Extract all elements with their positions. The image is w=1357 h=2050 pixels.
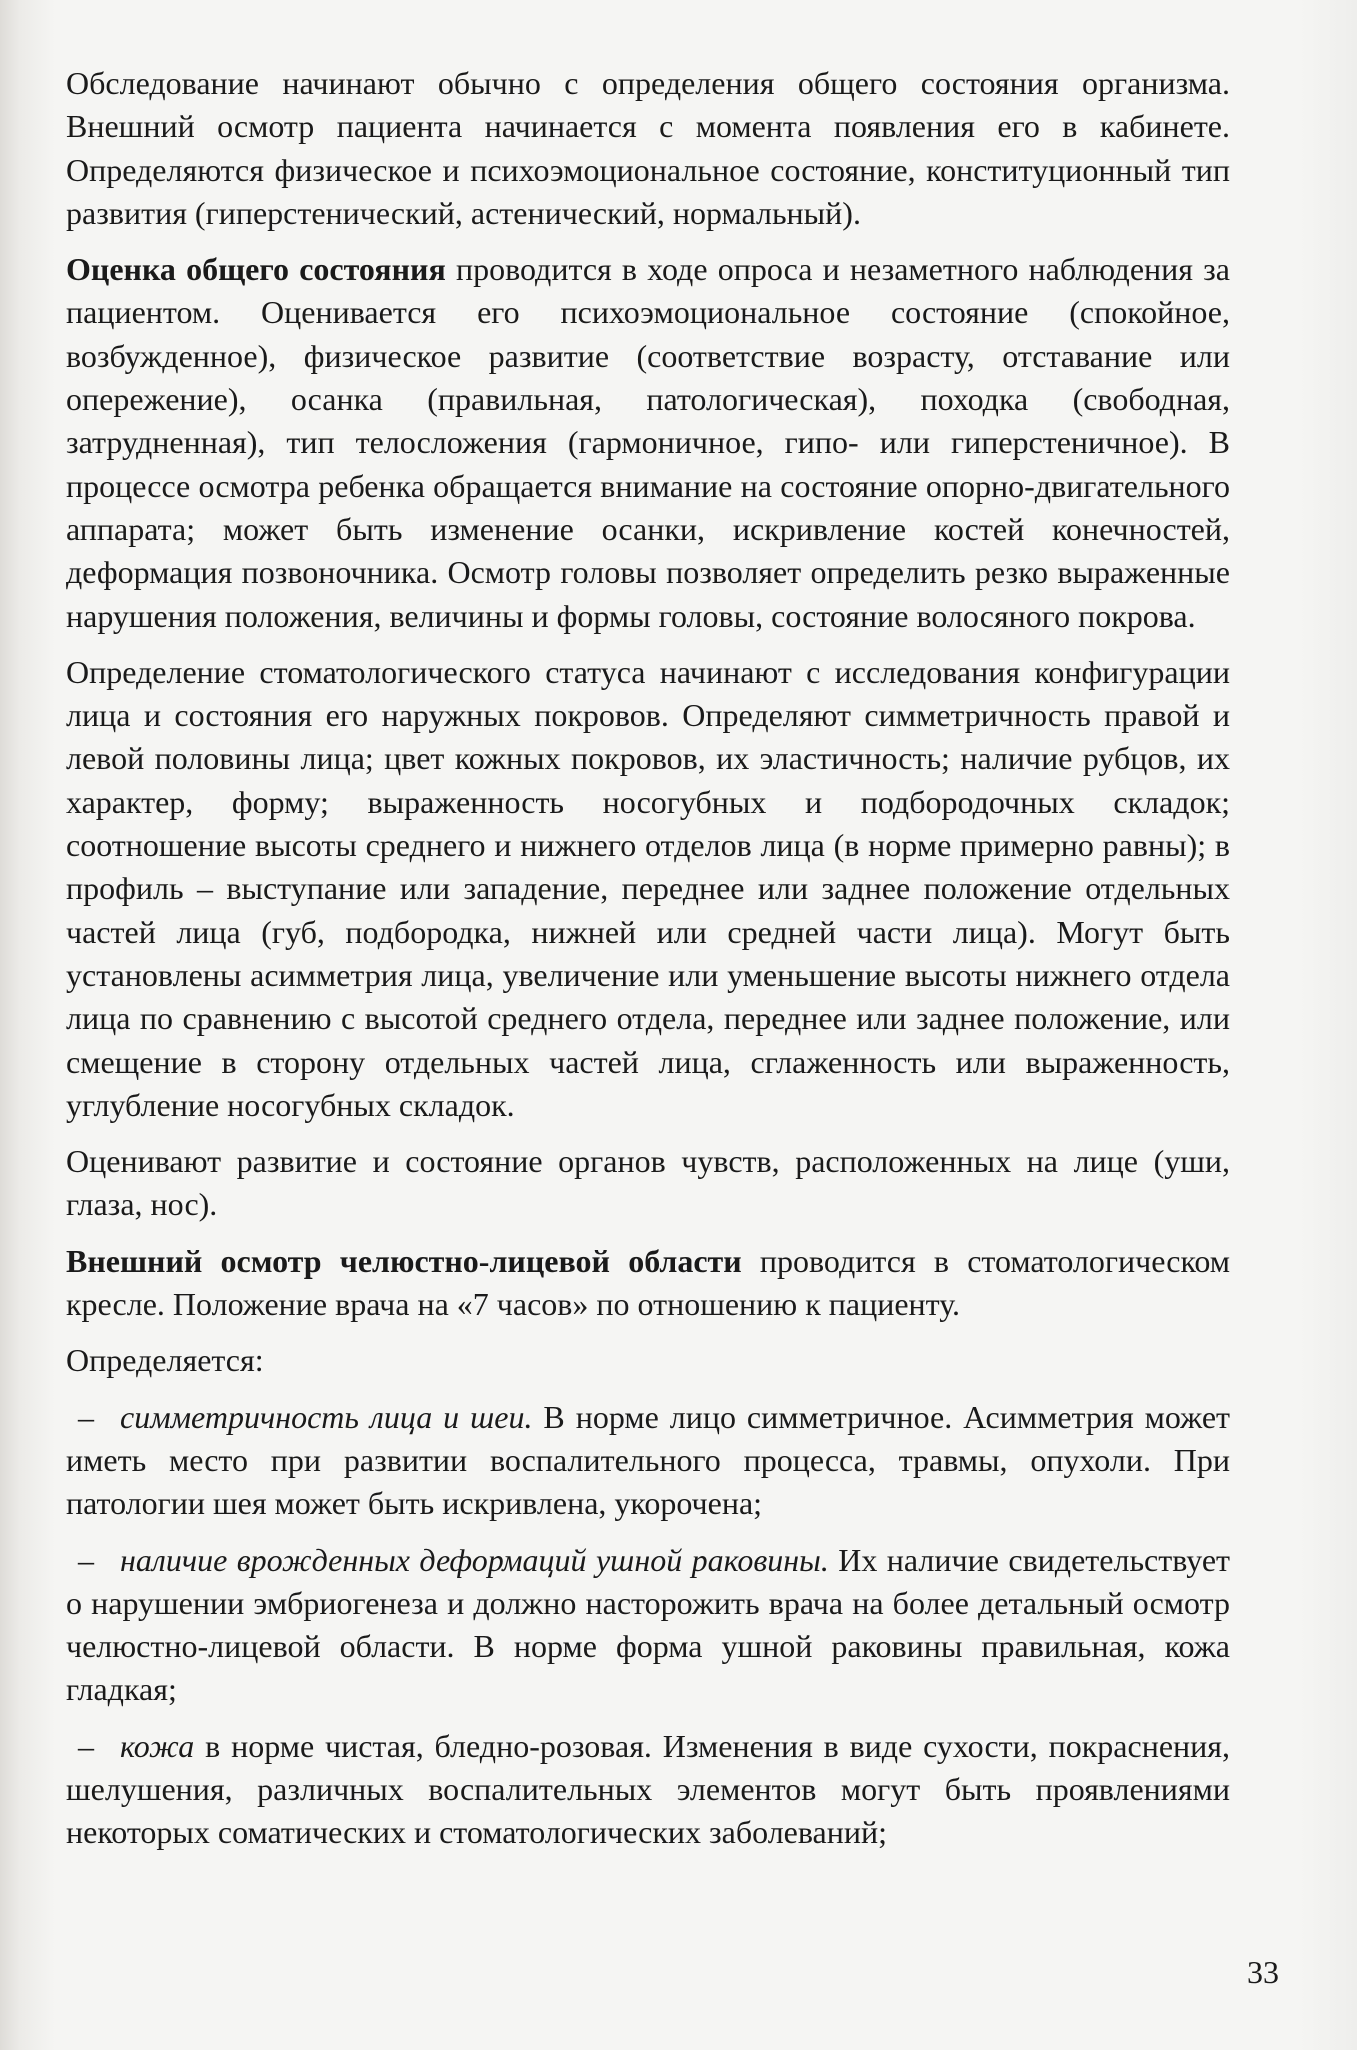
list-text-ear-deformations: Их наличие свидетельствует о нарушении эмбриогенеза и должно насторожить врача на более детальный осмотр челюстно-лицевой области. В норме форма ушной раковины правильная, кожа гладкая; [66, 1541, 1231, 1708]
general-state-heading: Оценка общего состояния [66, 251, 446, 288]
list-item-ear-deformations [66, 1539, 1230, 1712]
determined-text: Определяется: [66, 1342, 264, 1379]
external-exam-heading: Внешний осмотр челюстно-лицевой области [66, 1242, 742, 1279]
list-item-symmetry [66, 1396, 1230, 1526]
page-number: 33 [1247, 1954, 1279, 1990]
list-text-symmetry: В норме лицо симметричное. Асимметрия может иметь место при развитии воспалительного процесса, травмы, опухоли. При патологии шея может быть искривлена, укорочена; [66, 1398, 1231, 1522]
dental-status-text: Определение стоматологического статуса начинают с исследования конфигурации лица и состояния его наружных покровов. Определяют симметричность правой и левой половины лица; цвет кожных покровов, их эластичность; наличие рубцов, их характер, форму; выраженность носогубных и подбородочных складок; соотношение высоты среднего и нижнего отделов лица (в норме примерно равны); в профиль – выступание или западение, переднее или заднее положение отдельных частей лица (губ, подбородка, нижней или средней части лица). Могут быть установлены асимметрия лица, увеличение или уменьшение высоты нижнего отдела лица по сравнению с высотой среднего отдела, переднее или заднее положение, или смещение в сторону отдельных частей лица, сглаженность или выраженность, углубление носогубных складок. [66, 653, 1230, 1123]
body-text [66, 62, 1230, 1868]
list-dash: – [78, 1541, 94, 1578]
senses-text: Оценивают развитие и состояние органов чувств, расположенных на лице (уши, глаза, нос). [66, 1143, 1230, 1223]
list-item-skin [66, 1725, 1230, 1855]
paragraph-intro-text: Обследование начинают обычно с определения общего состояния организма. Внешний осмотр пациента начинается с момента появления его в кабинете. Определяются физическое и психоэмоциональное состояние, конституционный тип развития (гиперстенический, астенический, нормальный). [66, 65, 1230, 231]
list-term-skin: кожа [120, 1727, 195, 1764]
general-state-text: проводится в ходе опроса и незаметного наблюдения за пациентом. Оценивается его психоэмоциональное состояние (спокойное, возбужденное), физическое развитие (соответствие возрасту, отставание или опережение), осанка (правильная, патологическая), походка (свободная, затрудненная), тип телосложения (гармоничное, гипо- или гиперстеничное). В процессе осмотра ребенка обращается внимание на состояние опорно-двигательного аппарата; может быть изменение осанки, искривление костей конечностей, деформация позвоночника. Осмотр головы позволяет определить резко выраженные нарушения положения, величины и формы головы, состояние волосяного покрова. [66, 251, 1231, 634]
paragraph-external-exam [66, 1240, 1230, 1327]
list-text-skin: в норме чистая, бледно-розовая. Изменения в виде сухости, покраснения, шелушения, различных воспалительных элементов могут быть проявлениями некоторых соматических и стоматологических заболеваний; [66, 1727, 1230, 1851]
paragraph-dental-status [66, 651, 1230, 1127]
list-dash: – [78, 1727, 94, 1764]
paragraph-determined [66, 1339, 1230, 1382]
paragraph-general-state [66, 248, 1230, 638]
external-exam-text: проводится в стоматологическом кресле. Положение врача на «7 часов» по отношению к пациенту. [66, 1242, 1230, 1323]
list-term-symmetry: симметричность лица и шеи. [120, 1398, 533, 1435]
paragraph-senses [66, 1140, 1230, 1227]
list-dash: – [78, 1398, 94, 1435]
list-term-ear-deformations: наличие врожденных деформаций ушной раковины. [120, 1541, 829, 1578]
paragraph-intro [66, 62, 1230, 235]
